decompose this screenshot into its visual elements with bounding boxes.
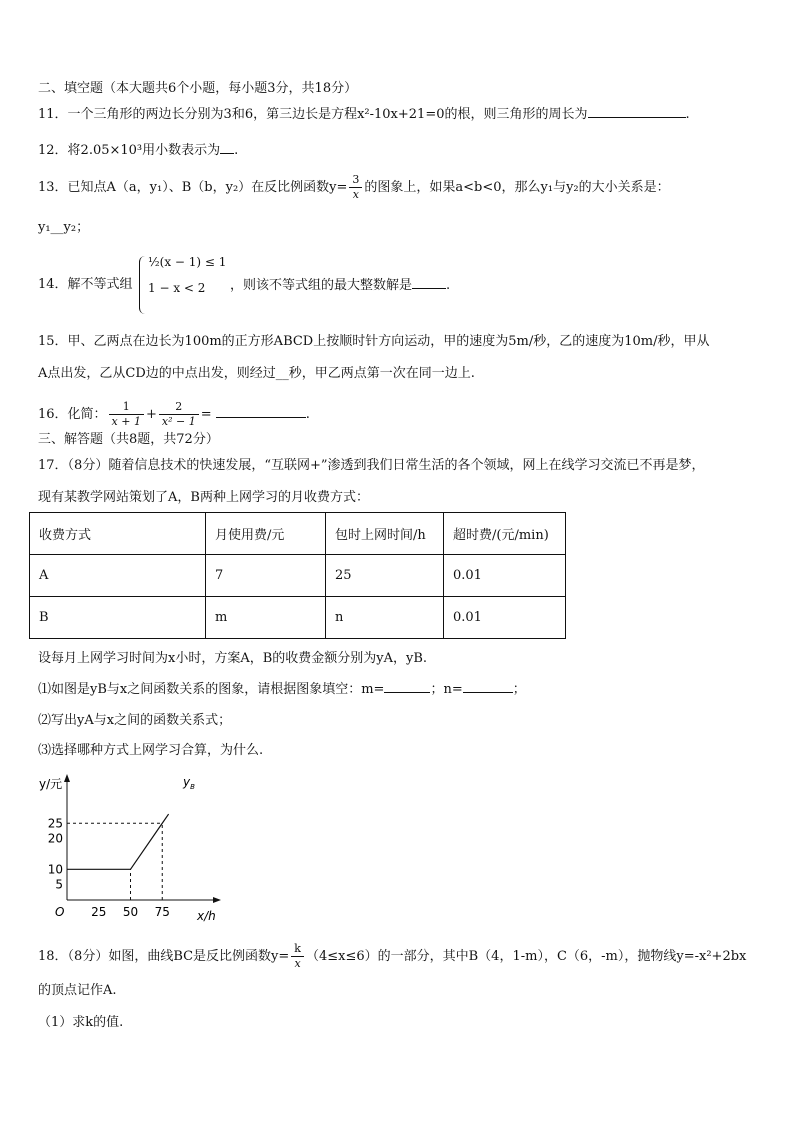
series-label-sub: B: [190, 783, 195, 791]
question-12: 12．将2.05×10³用小数表示为 .: [38, 143, 239, 158]
question-17-sub-1: ⑴如图是yB与x之间函数关系的图象，请根据图象填空：m= ；n= ；: [38, 682, 526, 697]
series-label: $y_B$: [183, 775, 195, 791]
tick-labels: [48, 816, 170, 919]
answer-blank: [412, 276, 446, 289]
table-cell: 0.01: [444, 555, 566, 597]
y-axis-arrow: [64, 774, 70, 782]
table-row: [30, 555, 566, 597]
section-3-heading: 三、解答题（共8题，共72分）: [38, 432, 219, 447]
dashed-guides: [67, 823, 162, 900]
question-17-line-1: 17．（8分）随着信息技术的快速发展，“互联网+”渗透到我们日常生活的各个领域，网上在线学习交流已不再是梦，: [38, 458, 705, 473]
question-17-sub-3: ⑶选择哪种方式上网学习合算，为什么.: [38, 743, 264, 758]
fee-table: [29, 512, 566, 639]
question-17-line-3: 设每月上网学习时间为x小时，方案A，B的收费金额分别为yA，yB.: [38, 651, 428, 666]
question-15-line-1: 15．甲、乙两点在边长为100m的正方形ABCD上按顺时针方向运动，甲的速度为5m/秒，乙的速度为10m/秒，甲从: [38, 334, 710, 349]
y-tick-label: 25: [47, 816, 63, 831]
fraction: $\frac{1}{x + 1}$: [109, 400, 144, 429]
y-tick-label: 5: [55, 877, 63, 892]
fraction: $\frac{3}{x}$: [349, 173, 362, 202]
y-tick-label: 10: [47, 862, 63, 877]
fraction: $\frac{2}{\text{x² − 1}}$: [159, 400, 199, 429]
table-header-cell: 月使用费/元: [206, 513, 326, 555]
question-18: 18．（8分）如图，曲线BC是反比例函数y= $\frac{k}{x}$ （4≤x≤6）的一部分，其中B（4，1-m），C（6，-m），抛物线y=-x²+2bx: [38, 942, 747, 970]
question-13-line-2: y₁__y₂；: [38, 220, 90, 235]
inequality-system: ½(x − 1) ≤ 1 1 − x < 2: [148, 255, 227, 295]
table-cell: m: [206, 597, 326, 639]
table-header-cell: 超时费/(元/min): [444, 513, 566, 555]
question-15-line-2: A点出发，乙从CD边的中点出发，则经过__秒，甲乙两点第一次在同一边上.: [38, 366, 475, 381]
question-16: 16．化简： $\frac{1}{x + 1}$ + $\frac{2}{\text{x² − 1}}$ = .: [38, 400, 310, 428]
question-13: 13．已知点A（a，y₁）、B（b，y₂）在反比例函数y= $\frac{3}{x}$ 的图象上，如果a<b<0，那么y₁与y₂的大小关系是：: [38, 173, 670, 201]
answer-blank: [384, 680, 430, 693]
section-2-heading: 二、填空题（本大题共6个小题，每小题3分，共18分）: [38, 81, 358, 96]
question-14-suffix: ，则该不等式组的最大整数解是 .: [230, 278, 451, 293]
table-header-cell: 收费方式: [30, 513, 206, 555]
answer-blank: [463, 680, 513, 693]
table-cell: 0.01: [444, 597, 566, 639]
question-18-line-2: 的顶点记作A.: [38, 983, 117, 998]
table-header-cell: 包时上网时间/h: [326, 513, 444, 555]
table-cell: B: [30, 597, 206, 639]
table-cell: A: [30, 555, 206, 597]
table-cell: n: [326, 597, 444, 639]
x-tick-label: 75: [154, 905, 170, 919]
origin-label: O: [55, 905, 65, 919]
question-14-prefix: 14．解不等式组: [38, 277, 133, 292]
question-18-sub-1: （1）求k的值.: [38, 1015, 124, 1030]
question-11: 11．一个三角形的两边长分别为3和6，第三边长是方程x²-10x+21=0的根，则三角形的周长为 .: [38, 107, 690, 122]
x-tick-label: 25: [91, 905, 107, 919]
yb-graph: [25, 768, 235, 928]
fraction: $\frac{k}{x}$: [291, 942, 304, 971]
y-tick-label: 20: [47, 831, 63, 846]
brace-symbol: [139, 256, 148, 314]
y-axis-label: y/元: [39, 777, 63, 791]
table-cell: 7: [206, 555, 326, 597]
answer-blank: [588, 105, 686, 118]
x-tick-label: 50: [122, 905, 139, 919]
question-17-line-2: 现有某教学网站策划了A，B两种上网学习的月收费方式：: [38, 490, 369, 505]
question-17-sub-2: ⑵写出yA与x之间的函数关系式；: [38, 713, 232, 728]
table-header-row: [30, 513, 566, 555]
series-line-yb: [67, 814, 169, 869]
table-row: [30, 597, 566, 639]
x-axis-label: x/h: [197, 909, 216, 923]
answer-blank: [216, 405, 306, 418]
answer-blank: [220, 141, 234, 154]
table-cell: 25: [326, 555, 444, 597]
x-axis-arrow: [213, 897, 221, 903]
